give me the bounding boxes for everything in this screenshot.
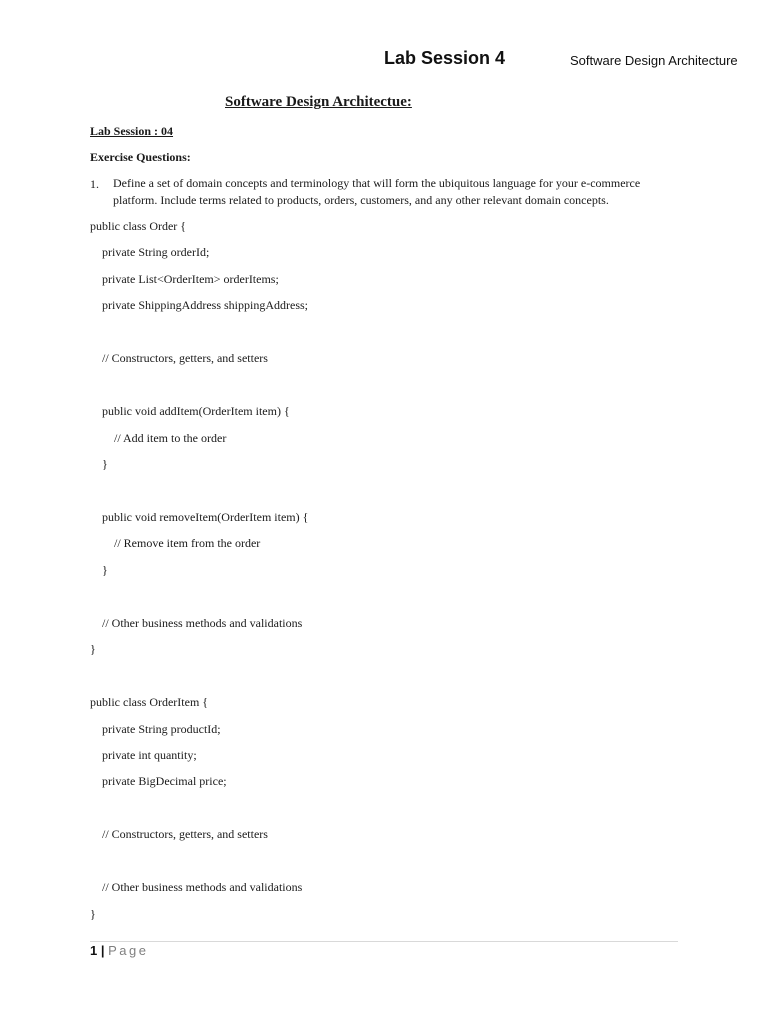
document-title: Software Design Architectue: — [225, 94, 412, 110]
code-line: } — [90, 906, 96, 921]
exercise-heading: Exercise Questions: — [90, 150, 191, 164]
question-text: Define a set of domain concepts and terminology that will form the ubiquitous language for your e-commerce platform. Include terms related to products, orders, customers, and any other relevant domain concepts. — [113, 176, 641, 207]
code-line: private String productId; — [90, 721, 221, 736]
lab-session-label: Lab Session : 04 — [90, 124, 174, 138]
header-subtitle: Software Design Architecture — [570, 53, 738, 68]
code-line: private BigDecimal price; — [90, 774, 227, 789]
code-line: private int quantity; — [90, 748, 197, 762]
code-line: // Other business methods and validations — [90, 615, 303, 630]
code-line: } — [90, 562, 108, 577]
code-line: public class OrderItem { — [90, 695, 209, 710]
code-line: // Add item to the order — [90, 430, 227, 445]
code-line: } — [90, 642, 96, 657]
question-number: 1. — [90, 177, 99, 191]
code-line: public class Order { — [90, 219, 187, 233]
page-footer — [90, 943, 148, 958]
code-line: // Constructors, getters, and setters — [90, 351, 268, 366]
code-line: // Other business methods and validations — [90, 880, 303, 895]
page-number: 1 | — [90, 943, 105, 958]
code-line: public void removeItem(OrderItem item) { — [90, 509, 309, 524]
footer-divider — [90, 941, 678, 942]
code-line: public void addItem(OrderItem item) { — [90, 404, 290, 419]
code-line: private List<OrderItem> orderItems; — [90, 271, 279, 286]
code-line: private ShippingAddress shippingAddress; — [90, 298, 308, 313]
page-label: Page — [108, 943, 149, 958]
code-line: // Remove item from the order — [90, 536, 261, 551]
code-line: } — [90, 457, 108, 472]
code-line: private String orderId; — [90, 245, 210, 260]
header-title: Lab Session 4 — [384, 48, 506, 68]
code-line: // Constructors, getters, and setters — [90, 827, 268, 842]
